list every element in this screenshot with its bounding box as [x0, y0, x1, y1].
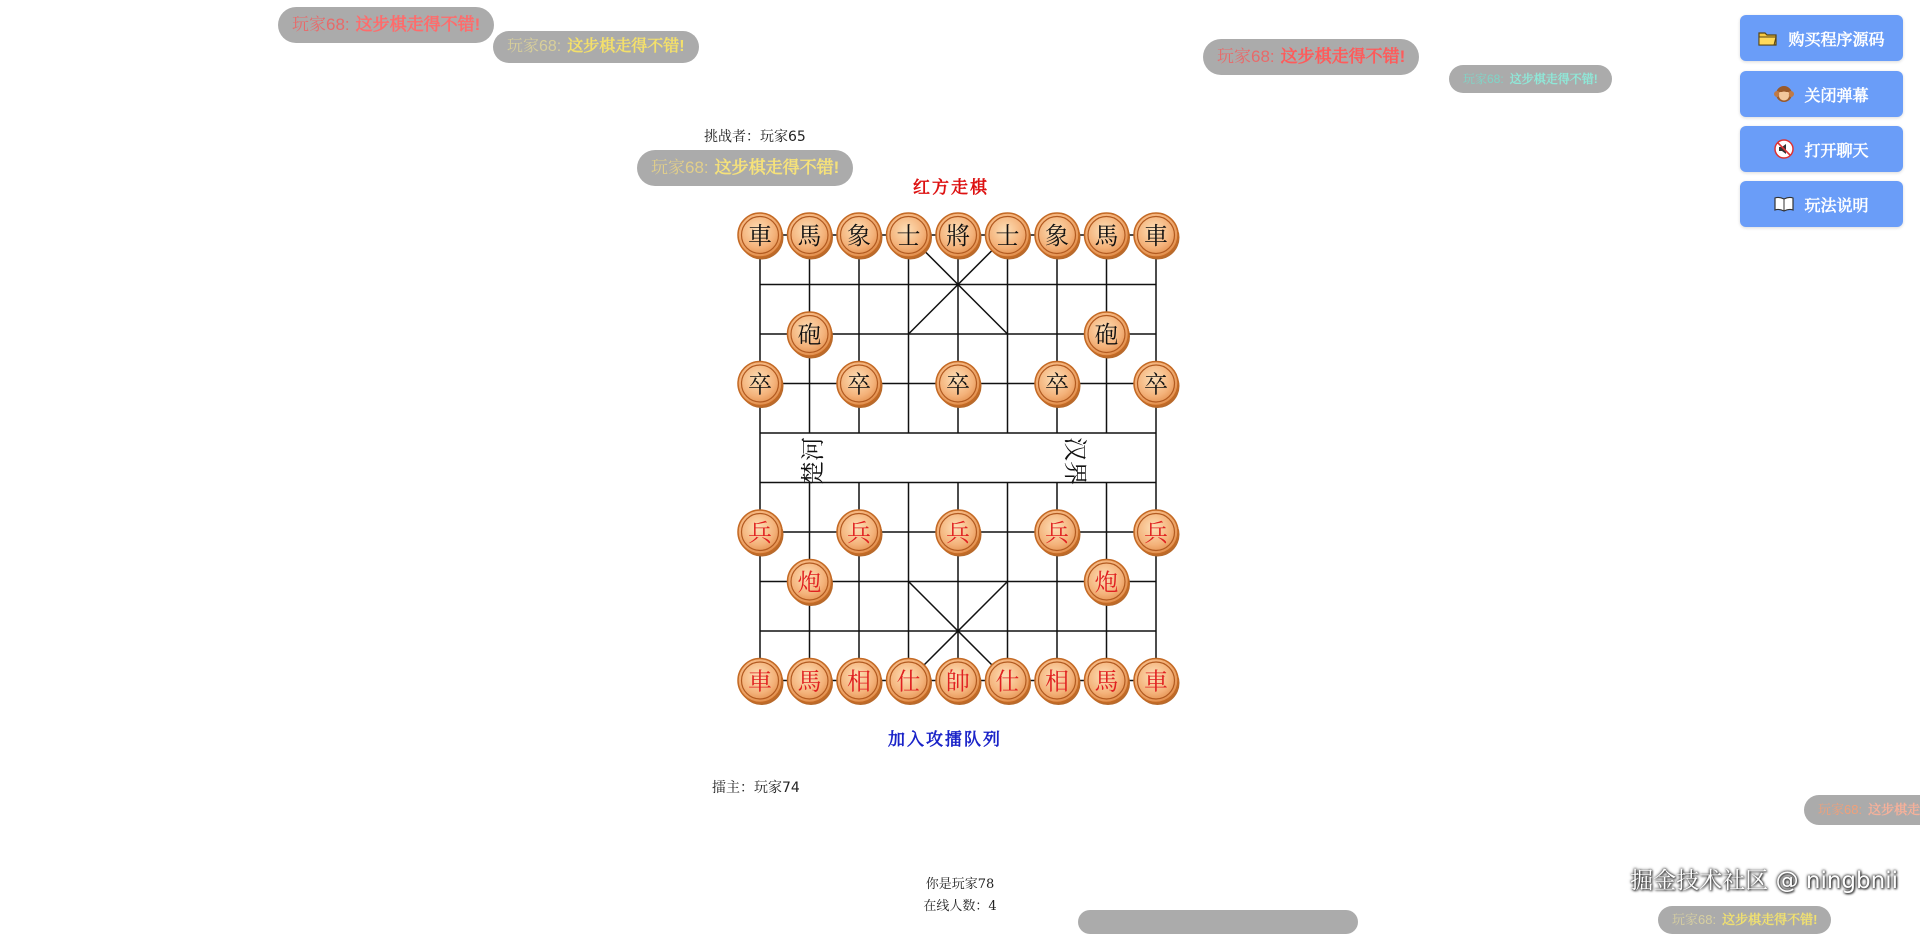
- black-piece[interactable]: [738, 213, 784, 260]
- black-piece[interactable]: [788, 213, 834, 260]
- black-piece[interactable]: [1035, 213, 1081, 260]
- folder-icon: [1758, 28, 1778, 48]
- black-piece[interactable]: [1035, 362, 1081, 409]
- black-piece[interactable]: [738, 362, 784, 409]
- black-piece[interactable]: [837, 362, 883, 409]
- river: [799, 437, 1089, 485]
- danmaku-bubble: [637, 150, 853, 186]
- danmaku-message: 这步棋走得不错!: [1280, 47, 1406, 66]
- piece-label: 兵: [946, 519, 970, 547]
- black-piece[interactable]: [936, 213, 982, 260]
- piece-label: 象: [847, 222, 871, 250]
- piece-label: 馬: [797, 222, 822, 250]
- black-piece[interactable]: [936, 362, 982, 409]
- danmaku-bubble: [493, 31, 699, 63]
- monkey-icon: [1774, 84, 1794, 104]
- piece-label: 車: [1144, 222, 1168, 250]
- challenger-label: 挑战者：玩家65: [704, 129, 806, 145]
- piece-label: 卒: [748, 370, 772, 399]
- danmaku-message: 这步棋走得不错!: [1509, 72, 1598, 86]
- open-chat-label: 打开聊天: [1804, 140, 1869, 160]
- danmaku-user: 玩家68:: [507, 38, 562, 55]
- red-piece[interactable]: [837, 659, 883, 706]
- join-queue-link[interactable]: 加入攻擂队列: [888, 730, 1002, 750]
- black-piece[interactable]: [1085, 213, 1131, 260]
- buy-source-button[interactable]: [1740, 15, 1903, 61]
- piece-label: 卒: [946, 370, 970, 399]
- red-piece[interactable]: [837, 510, 883, 557]
- red-piece[interactable]: [986, 659, 1032, 706]
- danmaku-message: 这步棋走得不错!: [567, 38, 685, 55]
- piece-label: 仕: [896, 667, 921, 696]
- piece-label: 卒: [1144, 370, 1168, 399]
- danmaku-message: 这步棋走得不错!: [355, 15, 481, 34]
- red-piece[interactable]: [1035, 510, 1081, 557]
- player-identity: 你是玩家78: [925, 877, 995, 892]
- watermark: 掘金技术社区 @ ningbnii: [1630, 868, 1898, 894]
- piece-label: 砲: [1094, 321, 1119, 349]
- black-piece[interactable]: [837, 213, 883, 260]
- red-piece[interactable]: [788, 560, 834, 607]
- piece-label: 士: [896, 222, 921, 250]
- river-left-text: 楚河: [799, 437, 827, 485]
- black-piece[interactable]: [1085, 312, 1131, 359]
- piece-label: 炮: [797, 568, 822, 597]
- danmaku-message: 这步棋走得不错!: [1722, 912, 1818, 927]
- piece-label: 車: [748, 667, 772, 696]
- danmaku-bubble: [1804, 795, 1920, 825]
- danmaku-message: 这步棋走: [1868, 802, 1920, 817]
- host-label: 擂主：玩家74: [712, 780, 800, 796]
- open-chat-button[interactable]: [1740, 126, 1903, 172]
- piece-label: 車: [748, 222, 772, 250]
- red-piece[interactable]: [738, 510, 784, 557]
- danmaku-user: 玩家68:: [292, 15, 350, 34]
- danmaku-bubble: [1203, 39, 1419, 75]
- black-piece[interactable]: [887, 213, 933, 260]
- danmaku-user: 玩家68:: [1818, 802, 1863, 817]
- red-piece[interactable]: [936, 510, 982, 557]
- piece-label: 兵: [1144, 519, 1168, 547]
- red-piece[interactable]: [1035, 659, 1081, 706]
- buy-source-label: 购买程序源码: [1788, 29, 1885, 49]
- close-danmaku-button[interactable]: [1740, 71, 1903, 117]
- turn-indicator: 红方走棋: [913, 178, 989, 198]
- danmaku-user: 玩家68:: [1672, 912, 1717, 927]
- chess-board[interactable]: [742, 215, 1178, 701]
- black-piece[interactable]: [1134, 362, 1180, 409]
- danmaku-message: 这步棋走得不错!: [714, 158, 840, 177]
- piece-label: 仕: [995, 667, 1020, 696]
- red-piece[interactable]: [887, 659, 933, 706]
- close-danmaku-label: 关闭弹幕: [1804, 85, 1869, 105]
- piece-label: 帥: [946, 667, 970, 696]
- piece-label: 砲: [797, 321, 822, 349]
- piece-label: 兵: [748, 519, 772, 547]
- piece-label: 士: [995, 222, 1020, 250]
- danmaku-user: 玩家68:: [651, 158, 709, 177]
- piece-label: 象: [1045, 222, 1069, 250]
- online-count: 在线人数：4: [923, 899, 997, 914]
- piece-label: 兵: [847, 519, 871, 547]
- black-piece[interactable]: [986, 213, 1032, 260]
- mute-icon: [1774, 139, 1794, 159]
- red-piece[interactable]: [738, 659, 784, 706]
- piece-label: 兵: [1045, 519, 1069, 547]
- piece-label: 車: [1144, 667, 1168, 696]
- danmaku-bubble: [278, 7, 494, 43]
- piece-label: 馬: [1094, 222, 1119, 250]
- red-piece[interactable]: [1085, 659, 1131, 706]
- piece-label: 將: [946, 222, 970, 250]
- red-piece[interactable]: [1134, 659, 1180, 706]
- danmaku-user: 玩家68:: [1463, 72, 1504, 86]
- piece-label: 炮: [1094, 568, 1119, 597]
- piece-label: 馬: [797, 667, 822, 696]
- piece-label: 相: [1045, 667, 1069, 696]
- red-piece[interactable]: [1085, 560, 1131, 607]
- black-piece[interactable]: [788, 312, 834, 359]
- red-piece[interactable]: [1134, 510, 1180, 557]
- piece-label: 卒: [847, 370, 871, 399]
- piece-label: 卒: [1045, 370, 1069, 399]
- piece-label: 馬: [1094, 667, 1119, 696]
- danmaku-bubble: [1449, 65, 1612, 93]
- rules-button[interactable]: [1740, 181, 1903, 227]
- red-piece[interactable]: [936, 659, 982, 706]
- rules-label: 玩法说明: [1804, 195, 1869, 215]
- red-piece[interactable]: [788, 659, 834, 706]
- book-icon: [1774, 194, 1794, 214]
- black-piece[interactable]: [1134, 213, 1180, 260]
- piece-label: 相: [847, 667, 871, 696]
- river-right-text: 汉界: [1061, 437, 1089, 485]
- danmaku-user: 玩家68:: [1217, 47, 1275, 66]
